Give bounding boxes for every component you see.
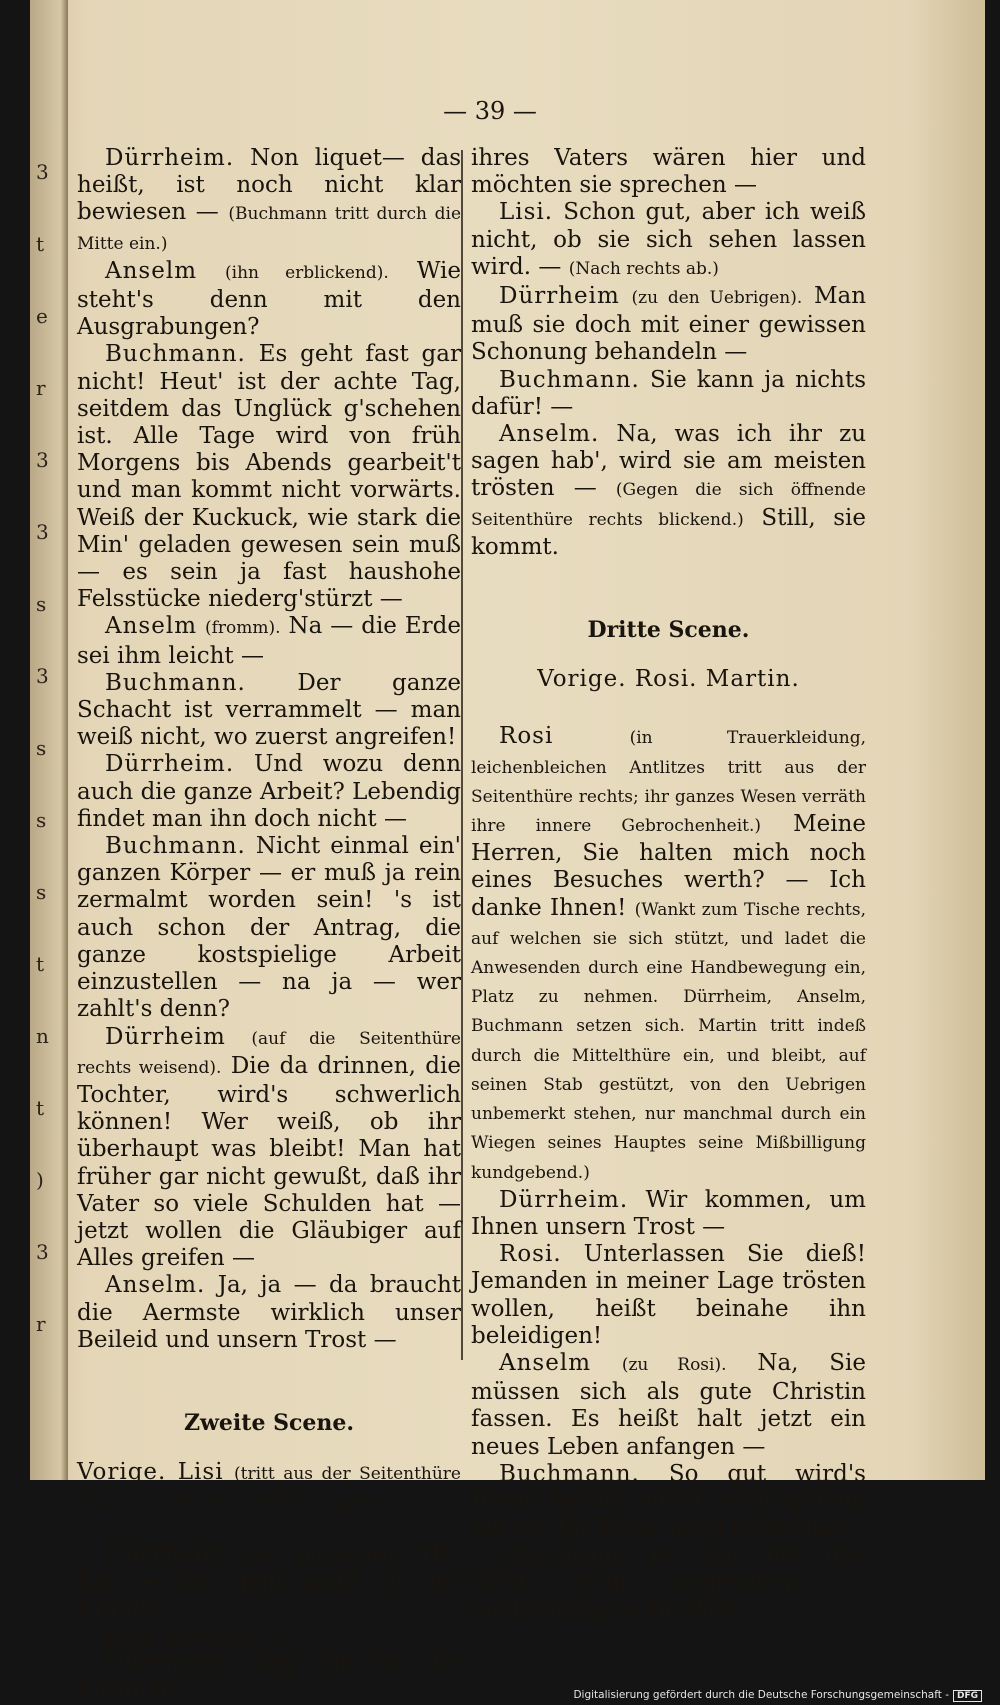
speaker-name: Anselm. (499, 421, 600, 448)
dialogue-text: Non liquet— das heißt, ist noch nicht klar bewiesen — (77, 145, 461, 226)
right-column (471, 145, 866, 1624)
dialogue-text: Und wozu denn auch die ganze Arbeit? Lebendig findet man ihn doch nicht — (77, 751, 462, 832)
speaker-name: Buchmann. (499, 366, 640, 393)
speaker-name: Lisi. (105, 1623, 160, 1650)
spacer (77, 1518, 461, 1540)
dialogue-text: He, Lisi — Sie geht wohl zu der Fräul'n — (77, 1539, 461, 1622)
dialogue-paragraph (77, 341, 461, 613)
dialogue-text: ihres Vaters wären hier und möchten sie sprechen — (471, 145, 866, 199)
dialogue-paragraph (77, 1024, 461, 1273)
speaker-name: Lisi. (499, 199, 554, 226)
margin-fragment: n (36, 1024, 49, 1048)
margin-fragment: e (36, 304, 48, 328)
speaker-name: Dürrheim. (105, 145, 235, 171)
margin-fragment: r (36, 1312, 46, 1336)
speaker-name: Dürrheim (499, 283, 620, 310)
margin-fragment: r (36, 376, 46, 400)
dialogue-text: Wie steht's denn mit den Ausgrabungen? (77, 257, 462, 341)
dialogue-paragraph (77, 1623, 461, 1650)
margin-fragment: s (36, 808, 47, 832)
dialogue-paragraph (471, 283, 866, 367)
scene-heading: Zweite Scene. (183, 1409, 355, 1436)
spacer (77, 1354, 461, 1410)
stage-direction: (ihn erblickend). (225, 262, 389, 283)
dialogue-paragraph (471, 723, 866, 1186)
dialogue-paragraph (471, 145, 866, 199)
speaker-name: Dürrheim. (105, 751, 235, 778)
speaker-name: Dürrheim. (499, 1542, 629, 1569)
dialogue-paragraph (471, 1350, 866, 1461)
scene-persons (77, 1459, 461, 1517)
dialogue-text: So gut wird's Ihnen freilich nicht mehr gehen, als wir Ihr Vater noch g'lebt hat. (471, 1460, 866, 1542)
dialogue-text: Na, Sie müssen sich als gute Christin fassen. Es heißt halt jetzt ein neues Leben anfangen — (471, 1349, 866, 1460)
dialogue-text: Still, sie kommt. (471, 504, 866, 560)
speaker-name: Vorige. Lisi (77, 1459, 224, 1486)
stage-direction: (Buchmann tritt durch die Mitte ein.) (77, 204, 462, 254)
speaker-name: Buchmann. (105, 833, 246, 860)
stage-direction: (in Trauerkleidung, leichenbleichen Antlitzes tritt aus der Seitenthüre rechts; ihr ganzes Wesen verräth ihre innere Gebrochenheit.) (471, 728, 866, 837)
left-column (77, 145, 461, 1705)
speaker-name: Anselm (499, 1349, 592, 1376)
spacer (471, 693, 866, 723)
dialogue-text: Unterlassen Sie dieß! Jemanden in meiner Lage trösten wollen, heißt beinahe ihn beleidigen! (471, 1241, 866, 1349)
dialogue-text: Sie kann ja nichts dafür! — (471, 366, 866, 420)
stage-direction: (zu Rosi). (621, 1354, 727, 1375)
dialogue-paragraph (77, 1272, 461, 1354)
dialogue-text: Wir kommen, um Ihnen unsern Trost — (471, 1186, 866, 1240)
stage-direction: (sie aufhaltend). (246, 1544, 400, 1565)
stage-direction: (Nach rechts ab.) (568, 258, 719, 279)
digitization-credit (573, 1689, 982, 1702)
margin-fragment: 3 (36, 1240, 49, 1264)
speaker-name: Anselm. (105, 1272, 206, 1299)
dialogue-text: Es geht fast gar nicht! Heut' ist der achte Tag, seitdem das Unglück g'schehen ist. Alle Tage wird von früh Morgens bis Abends gearbeit't und man kommt nicht vorwärts. Weiß der Kuckuck, wie stark die Min' geladen gewesen sein muß — es sein ja fast haushohe Felsstücke niederg'stürzt — (77, 341, 461, 613)
dfg-logo: DFG (953, 1690, 982, 1702)
speaker-name: Dürrheim. (499, 1186, 629, 1213)
dialogue-paragraph (77, 1540, 461, 1624)
speaker-name: Dürrheim. (105, 1650, 235, 1677)
margin-fragment: s (36, 880, 47, 904)
stage-direction: (Gegen die sich öffnende Seitenthüre rechts blickend.) (471, 480, 866, 530)
spacer (471, 561, 866, 617)
dialogue-paragraph (77, 1650, 461, 1704)
dialogue-paragraph (471, 1461, 866, 1543)
dialogue-paragraph (471, 1542, 866, 1624)
margin-fragment: 3 (36, 664, 49, 688)
margin-fragment: 3 (36, 520, 49, 544)
dialogue-text: Schon gut, aber ich weiß nicht, ob sie sich sehen lassen wird. — (471, 199, 867, 280)
stage-direction: (Wankt zum Tische rechts, auf welchen sie sich stützt, und ladet die Anwesenden durch eine Handbewegung ein, Platz zu nehmen. Dürrheim, Anselm, Buchmann setzen sich. Martin tritt indeß durch die Mittelthüre ein, und bleibt, auf seinen Stab gestützt, von den Uebrigen unbemerkt stehen, nur manchmal durch ein Wiegen seines Hauptes seine Mißbilligung kundgebend.) (471, 899, 866, 1183)
spacer (471, 644, 866, 666)
speaker-name: Rosi. (499, 1241, 562, 1268)
margin-fragment: 3 (36, 448, 49, 472)
speaker-name: Dürrheim (105, 1023, 226, 1050)
scene-heading: Dritte Scene. (587, 617, 750, 644)
dialogue-text: Der ganze Schacht ist verrammelt — man weiß nicht, wo zuerst angreifen! (77, 669, 461, 751)
column-divider (461, 150, 463, 1360)
scene-persons: Vorige. Rosi. Martin. (537, 666, 800, 693)
stage-direction: (auf die Seitenthüre rechts weisend). (77, 1028, 461, 1078)
dialogue-paragraph (77, 751, 461, 833)
dialogue-text: Die da drinnen, die Tochter, wird's schwerlich können! Wer weiß, ob ihr überhaupt was bleibt! Man hat früher gar nicht gewußt, daß ihr Vater so viele Schulden hat — jetzt wollen die Gläubiger auf Alles greifen — (77, 1052, 462, 1272)
dialogue-text: Na, was ich ihr zu sagen hab', wird sie am meisten trösten — (471, 421, 867, 502)
speaker-name: Dürrheim (105, 1539, 226, 1566)
dialogue-paragraph (77, 833, 461, 1023)
dialogue-text: Freilich — (166, 1623, 288, 1650)
margin-fragment: ) (36, 1168, 44, 1192)
speaker-name: Anselm (105, 257, 198, 284)
margin-fragment: t (36, 1096, 45, 1120)
dialogue-paragraph (77, 145, 461, 258)
margin-fragment: s (36, 736, 47, 760)
dialogue-paragraph (77, 258, 461, 342)
credit-text: Digitalisierung gefördert durch die Deutsche Forschungsgemeinschaft - (573, 1689, 949, 1701)
page-number: — 39 — (443, 97, 537, 125)
dialogue-paragraph (77, 613, 461, 669)
speaker-name: Buchmann. (499, 1460, 640, 1487)
speaker-name: Anselm (105, 613, 198, 640)
dialogue-text: Meine Herren, Sie halten mich noch eines Besuches werth? — Ich danke Ihnen! (471, 811, 867, 921)
spacer (77, 1437, 461, 1459)
margin-fragment: 3 (36, 160, 49, 184)
stage-direction: (zu den Uebrigen). (631, 288, 803, 309)
dialogue-paragraph (471, 199, 866, 283)
dialogue-text: Nicht einmal ein' ganzen Körper — er muß ja rein zermalmt worden sein! 's ist auch schon der Antrag, die ganze kostspielige Arbeit einzustellen — na ja — wer zahlt's denn? (77, 833, 461, 1023)
dialogue-text: Man muß sie doch mit einer gewissen Schonung behandeln — (471, 283, 867, 366)
dialogue-text: Ja, ja — da braucht die Aermste wirklich unser Beileid und unsern Trost — (77, 1272, 462, 1353)
speaker-name: Rosi (499, 723, 554, 750)
previous-page-edge (30, 0, 68, 1480)
dialogue-text: Ja, der hat das Geld nicht angesehen — leichtsinnig in die Welt (471, 1542, 867, 1623)
speaker-name: Buchmann. (105, 669, 246, 696)
margin-fragment: s (36, 592, 47, 616)
dialogue-paragraph (471, 1241, 866, 1350)
dialogue-text: Na — die Erde sei ihm leicht — (77, 613, 461, 669)
margin-fragment: t (36, 952, 45, 976)
dialogue-text: Sag' Sie ihr, die Freunde (77, 1650, 462, 1704)
stage-direction: (fromm). (204, 618, 281, 639)
dialogue-paragraph (471, 1187, 866, 1241)
speaker-name: Buchmann. (105, 341, 246, 368)
dialogue-paragraph (471, 367, 866, 421)
dialogue-paragraph (471, 421, 866, 561)
stage-direction: (tritt aus der Seitenthüre links und will über die Bühne gehen). (77, 1464, 461, 1514)
dialogue-paragraph (77, 670, 461, 752)
margin-fragment: t (36, 232, 45, 256)
